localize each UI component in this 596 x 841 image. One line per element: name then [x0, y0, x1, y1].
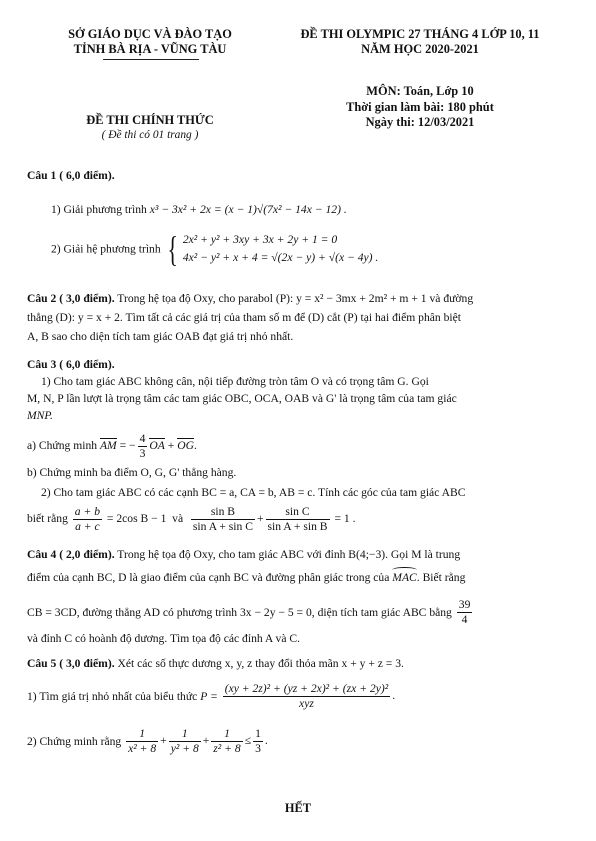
q1-p1-label: 1) Giải phương trình — [51, 203, 147, 216]
fraction-z — [211, 727, 242, 756]
fraction-four-thirds — [138, 432, 148, 461]
q2-text-2: thẳng (D): y = x + 2. Tìm tất cả các giá trị của tham số m để (D) cắt (P) tại hai điểm phân biệt — [27, 311, 461, 325]
fraction-denominator: 3 — [139, 446, 146, 460]
q4-text-1: Trong hệ tọa độ Oxy, cho tam giác ABC với đỉnh B(4;−3). Gọi M là trung — [117, 548, 461, 561]
q1-p1-equation: x³ − 3x² + 2x = (x − 1)√(7x² − 14x − 12) . — [149, 203, 347, 216]
duration: Thời gian làm bài: 180 phút — [346, 100, 494, 114]
exam-date: Ngày thi: 12/03/2021 — [365, 115, 475, 129]
q3-condition — [27, 505, 572, 534]
q3-cond-label: biết rằng — [27, 512, 68, 526]
fraction-numerator: 1 — [255, 727, 261, 740]
fraction-x — [126, 727, 158, 756]
q5-part-2 — [27, 727, 572, 756]
question-1 — [27, 168, 572, 183]
q3-f-end: = 1 . — [334, 512, 356, 526]
period: . — [193, 439, 197, 453]
fraction-denominator: 4 — [461, 612, 468, 626]
question-3-title: Câu 3 ( 6,0 điểm). — [27, 358, 115, 371]
q3-part-a — [27, 432, 572, 461]
fraction-sinc — [266, 505, 330, 534]
fraction-numerator: 1 — [169, 727, 201, 742]
question-4-title: Câu 4 ( 2,0 điểm). — [27, 548, 115, 561]
plus-sign: + — [160, 734, 167, 748]
period: . — [264, 734, 268, 748]
fraction-denominator: y² + 8 — [170, 741, 199, 755]
org-line-2: TỈNH BÀ RỊA - VŨNG TÀU — [73, 42, 227, 56]
fraction-denominator: a + c — [75, 519, 100, 533]
vector-am: AM — [99, 439, 117, 453]
fraction-numerator: 39 — [458, 598, 471, 611]
fraction-denominator: sin A + sin B — [267, 519, 328, 533]
vector-og: OG — [177, 439, 194, 453]
exam-header — [27, 24, 568, 142]
question-1-title: Câu 1 ( 6,0 điểm). — [27, 169, 115, 182]
q4-text-2a: điểm của cạnh BC, D là giao điểm của cạnh BC và đường phân giác trong của — [27, 571, 390, 585]
fraction-denominator: sin A + sin C — [192, 519, 253, 533]
q3-part-2: 2) Cho tam giác ABC có các cạnh BC = a, CA = b, AB = c. Tính các góc của tam giác ABC — [41, 486, 466, 499]
official-label: ĐỀ THI CHÍNH THỨC — [86, 113, 214, 127]
fraction-denominator: 3 — [255, 741, 261, 755]
period: . — [392, 689, 396, 703]
and-word: và — [172, 512, 184, 526]
question-2-title: Câu 2 ( 3,0 điểm). — [27, 292, 115, 305]
fraction-denominator: z² + 8 — [213, 741, 241, 755]
question-1-part-2 — [27, 231, 572, 267]
fraction-numerator: (xy + 2z)² + (yz + 2x)² + (zx + 2y)² — [224, 682, 389, 695]
question-5 — [27, 656, 572, 671]
q4-text-3: CB = 3CD, đường thẳng AD có phương trình 3x − 2y − 5 = 0, diện tích tam giác ABC bằng — [27, 605, 452, 619]
fraction-numerator: sin B — [191, 505, 255, 520]
q1-system — [183, 231, 378, 267]
question-3 — [27, 357, 572, 423]
fraction-y — [169, 727, 201, 756]
q5-p1-lhs: P = — [200, 689, 218, 703]
fraction-p — [223, 682, 391, 711]
q3-p1-line-2: M, N, P lần lượt là trọng tâm các tam giác OBC, OCA, OAB và G' là trọng tâm của tam giác — [27, 392, 457, 406]
fraction-denominator: x² + 8 — [128, 741, 157, 755]
q3-cos-rhs: = 2cos B − 1 — [106, 512, 167, 526]
plus-sign: + — [202, 734, 210, 748]
fraction-ab-ac — [73, 505, 102, 534]
question-2 — [27, 291, 572, 344]
exam-title: ĐỀ THI OLYMPIC 27 THÁNG 4 LỚP 10, 11 — [300, 27, 540, 41]
q4-line-3 — [27, 598, 572, 627]
vector-oa: OA — [149, 439, 165, 453]
q3-part-b: b) Chứng minh ba điểm O, G, G' thẳng hàng. — [27, 466, 237, 479]
question-1-part-1 — [27, 202, 572, 217]
q5-p2-label: 2) Chứng minh rằng — [27, 734, 122, 748]
q2-text-3: A, B sao cho diện tích tam giác OAB đạt giá trị nhỏ nhất. — [27, 330, 294, 344]
q3-a-eq: = − — [119, 439, 136, 453]
q1-p2-label: 2) Giải hệ phương trình — [51, 242, 161, 256]
q4-text-4: và đỉnh C có hoành độ dương. Tìm tọa độ các đỉnh A và C. — [27, 632, 301, 645]
q3-p1-line-3: MNP. — [27, 409, 53, 423]
fraction-numerator: 1 — [211, 727, 242, 742]
fraction-numerator: 4 — [139, 432, 146, 445]
fraction-numerator: a + b — [74, 505, 101, 518]
fraction-numerator: sin C — [266, 505, 330, 520]
q4-text-2b: . Biết rằng — [416, 571, 466, 585]
q1-system-eq1: 2x² + y² + 3xy + 3x + 2y + 1 = 0 — [182, 233, 338, 247]
plus-sign: + — [167, 439, 175, 453]
end-marker: HẾT — [284, 801, 312, 815]
plus-sign: + — [256, 512, 264, 526]
header-divider — [103, 59, 199, 60]
fraction-denominator: xyz — [299, 696, 314, 710]
fraction-area — [457, 598, 473, 627]
school-year: NĂM HỌC 2020-2021 — [361, 42, 479, 56]
fraction-numerator: 1 — [126, 727, 158, 742]
fraction-third — [253, 727, 263, 756]
angle-mac: MAC — [392, 571, 417, 585]
less-equal-sign: ≤ — [244, 734, 252, 748]
q3-a-label: a) Chứng minh — [27, 439, 98, 453]
question-5-title: Câu 5 ( 3,0 điểm). — [27, 657, 115, 670]
subject: MÔN: Toán, Lớp 10 — [366, 84, 474, 98]
org-line-1: SỞ GIÁO DỤC VÀ ĐÀO TẠO — [68, 27, 232, 41]
q5-p1-label: 1) Tìm giá trị nhỏ nhất của biểu thức — [27, 689, 198, 703]
q5-part-1 — [27, 682, 572, 711]
pages-note: ( Đề thi có 01 trang ) — [101, 129, 199, 141]
system-brace: { — [167, 229, 178, 269]
q3-p1-line-1: 1) Cho tam giác ABC không cân, nội tiếp đường tròn tâm O và có trọng tâm G. Gọi — [41, 375, 429, 389]
question-4 — [27, 547, 572, 585]
q2-text-1: Trong hệ tọa độ Oxy, cho parabol (P): y = x² − 3mx + 2m² + m + 1 và đường — [117, 292, 474, 305]
q5-text: Xét các số thực dương x, y, z thay đổi thỏa mãn x + y + z = 3. — [117, 657, 404, 670]
fraction-sinb — [191, 505, 255, 534]
q1-system-eq2: 4x² − y² + x + 4 = √(2x − y) + √(x − 4y) . — [182, 251, 379, 264]
